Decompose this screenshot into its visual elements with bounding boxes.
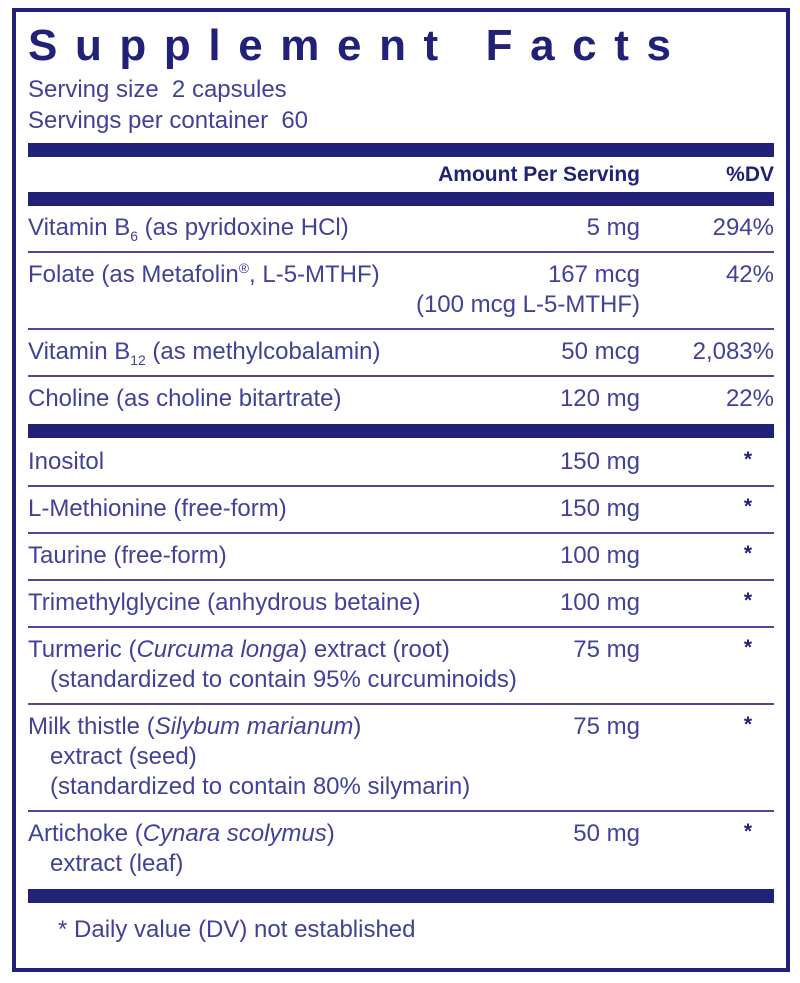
- supplement-facts-panel: [12, 8, 790, 972]
- nutrient-dv: *: [743, 542, 752, 565]
- nutrient-dv: 42%: [725, 261, 774, 288]
- nutrient-amount: [560, 541, 640, 571]
- nutrient-name-detail: (standardized to contain 80% silymarin): [50, 773, 471, 800]
- divider-bar-thick: [28, 192, 774, 206]
- nutrient-name: Artichoke (Cynara scolymus) extract (leaf): [28, 819, 573, 879]
- table-row: [28, 703, 774, 810]
- servings-per-container-label: Servings per container: [28, 107, 269, 134]
- nutrient-dv: *: [743, 448, 752, 471]
- nutrient-name-detail: (standardized to contain 95% curcuminoids): [50, 666, 517, 693]
- nutrient-dv: 22%: [725, 385, 774, 412]
- nutrient-name: Milk thistle (Silybum marianum) extract (seed) (standardized to contain 80% silymarin): [28, 712, 573, 802]
- nutrient-dv: 2,083%: [692, 338, 774, 365]
- divider-bar-thick: [28, 424, 774, 438]
- nutrient-amount: [416, 260, 640, 320]
- proprietary-ingredients-section: [28, 440, 774, 887]
- nutrient-dv: *: [743, 589, 752, 612]
- nutrient-name: L-Methionine (free-form): [28, 495, 287, 522]
- amount-line: 167 mcg: [547, 261, 640, 288]
- servings-per-container-line: [28, 105, 774, 136]
- nutrient-amount: [561, 337, 640, 367]
- nutrient-amount: [573, 712, 640, 742]
- table-row: [28, 579, 774, 626]
- nutrient-name: Trimethylglycine (anhydrous betaine): [28, 589, 421, 616]
- nutrient-amount: [560, 494, 640, 524]
- amount-line: 100 mg: [559, 589, 640, 616]
- divider-bar-thick: [28, 143, 774, 157]
- amount-line: 5 mg: [586, 214, 640, 241]
- column-header-dv: %DV: [726, 163, 774, 186]
- nutrient-name: Taurine (free-form): [28, 542, 227, 569]
- divider-bar-thick: [28, 889, 774, 903]
- nutrient-name-detail: extract (leaf): [50, 850, 184, 877]
- nutrient-name: Folate (as Metafolin®, L-5-MTHF): [28, 260, 380, 288]
- table-row: [28, 206, 774, 251]
- amount-line: (100 mcg L-5-MTHF): [415, 291, 640, 318]
- table-row: [28, 375, 774, 422]
- amount-line: 50 mg: [573, 820, 640, 847]
- amount-line: 150 mg: [559, 448, 640, 475]
- daily-value-footnote: * Daily value (DV) not established: [58, 916, 416, 943]
- nutrient-dv: 294%: [712, 214, 774, 241]
- table-row: [28, 532, 774, 579]
- nutrient-dv: *: [743, 636, 752, 659]
- nutrient-amount: [560, 384, 640, 414]
- nutrient-amount: [560, 447, 640, 477]
- amount-line: 150 mg: [559, 495, 640, 522]
- column-header-row: [28, 157, 774, 192]
- table-row: [28, 328, 774, 375]
- nutrient-name: Vitamin $B_6$ (as pyridoxine HCl): [28, 214, 349, 244]
- nutrient-dv: *: [743, 495, 752, 518]
- amount-line: 75 mg: [573, 713, 640, 740]
- nutrient-name: Inositol: [28, 448, 105, 475]
- nutrient-name-detail: extract (seed): [50, 743, 197, 770]
- table-row: [28, 810, 774, 887]
- serving-size-value: 2 capsules: [171, 76, 287, 103]
- nutrient-amount: [560, 588, 640, 618]
- nutrient-name: Vitamin $B_{12}$ (as methylcobalamin): [28, 338, 381, 368]
- column-header-amount: Amount Per Serving: [438, 163, 640, 186]
- nutrients-with-dv-section: [28, 206, 774, 422]
- nutrient-amount: [573, 635, 640, 665]
- serving-size-line: [28, 74, 774, 105]
- nutrient-dv: *: [743, 713, 752, 736]
- table-row: [28, 485, 774, 532]
- amount-line: 120 mg: [559, 385, 640, 412]
- servings-per-container-value: 60: [281, 107, 309, 134]
- amount-line: 75 mg: [573, 636, 640, 663]
- nutrient-name: Choline (as choline bitartrate): [28, 385, 342, 412]
- amount-line: 100 mg: [559, 542, 640, 569]
- amount-line: 50 mcg: [561, 338, 640, 365]
- serving-size-label: Serving size: [28, 76, 159, 103]
- table-row: [28, 626, 774, 703]
- table-row: [28, 440, 774, 485]
- panel-title: Supplement Facts: [28, 21, 689, 70]
- nutrient-amount: [587, 213, 640, 243]
- nutrient-name: Turmeric (Curcuma longa) extract (root) (standardized to contain 95% curcuminoids): [28, 635, 573, 695]
- table-row: [28, 251, 774, 328]
- nutrient-amount: [573, 819, 640, 849]
- nutrient-dv: *: [743, 820, 752, 843]
